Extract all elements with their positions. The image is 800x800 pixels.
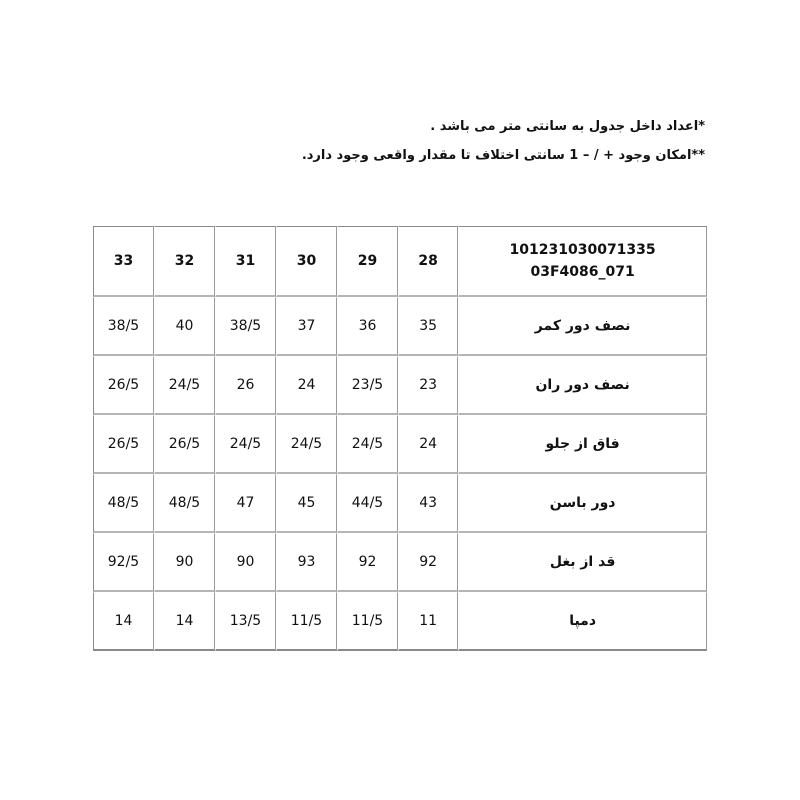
table-cell: 24/5	[215, 415, 276, 474]
table-cell: 14	[93, 592, 154, 651]
note-tolerance: **امکان وجود + / – 1 سانتی اختلاف تا مقدار واقعی وجود دارد.	[301, 148, 705, 163]
table-cell: 26	[215, 356, 276, 415]
table-cell: 92/5	[93, 533, 154, 592]
table-cell: 11/5	[337, 592, 398, 651]
table-row	[93, 415, 707, 474]
table-cell: 38/5	[93, 297, 154, 356]
table-cell: 47	[215, 474, 276, 533]
row-label: نصف دور کمر	[458, 297, 707, 356]
table-cell: 11/5	[276, 592, 337, 651]
table-cell: 90	[215, 533, 276, 592]
table-cell: 14	[154, 592, 215, 651]
row-label: دمپا	[458, 592, 707, 651]
notes	[302, 120, 705, 178]
size-header: 31	[215, 226, 276, 297]
table-cell: 35	[398, 297, 458, 356]
table-cell: 36	[337, 297, 398, 356]
product-code-cell	[458, 226, 707, 297]
table-cell: 26/5	[154, 415, 215, 474]
table-cell: 24	[276, 356, 337, 415]
size-header: 28	[398, 226, 458, 297]
row-label: نصف دور ران	[458, 356, 707, 415]
table-cell: 24/5	[154, 356, 215, 415]
table-cell: 92	[337, 533, 398, 592]
table-row	[93, 474, 707, 533]
table-cell: 24/5	[337, 415, 398, 474]
table-cell: 92	[398, 533, 458, 592]
table-row	[93, 533, 707, 592]
size-header: 29	[337, 226, 398, 297]
table-cell: 23/5	[337, 356, 398, 415]
model-code: 03F4086_071	[530, 264, 635, 280]
table-cell: 37	[276, 297, 337, 356]
table-cell: 23	[398, 356, 458, 415]
table-row	[93, 356, 707, 415]
table-cell: 13/5	[215, 592, 276, 651]
row-label: دور باسن	[458, 474, 707, 533]
size-table	[93, 226, 707, 651]
table-cell: 44/5	[337, 474, 398, 533]
table-cell: 40	[154, 297, 215, 356]
table-cell: 48/5	[93, 474, 154, 533]
note-units: *اعداد داخل جدول به سانتی متر می باشد .	[430, 119, 705, 134]
table-cell: 24/5	[276, 415, 337, 474]
table-cell: 93	[276, 533, 337, 592]
row-label: فاق از جلو	[458, 415, 707, 474]
size-header: 33	[93, 226, 154, 297]
table-row	[93, 592, 707, 651]
row-label: قد از بغل	[458, 533, 707, 592]
table-cell: 26/5	[93, 356, 154, 415]
table-cell: 90	[154, 533, 215, 592]
size-header: 30	[276, 226, 337, 297]
table-cell: 38/5	[215, 297, 276, 356]
table-cell: 26/5	[93, 415, 154, 474]
table-cell: 43	[398, 474, 458, 533]
product-code: 101231030071335	[509, 242, 656, 258]
table-cell: 48/5	[154, 474, 215, 533]
table-header-row	[93, 226, 707, 297]
table-cell: 11	[398, 592, 458, 651]
size-header: 32	[154, 226, 215, 297]
table-cell: 24	[398, 415, 458, 474]
table-cell: 45	[276, 474, 337, 533]
table-row	[93, 297, 707, 356]
